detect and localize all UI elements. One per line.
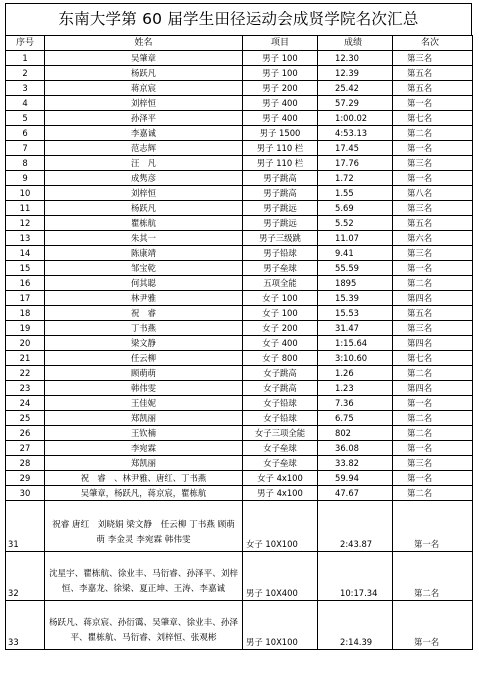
cell-result: 59.94	[318, 471, 393, 486]
cell-name: 祝睿 唐红 刘晓娟 梁文静 任云柳 丁书燕 顾萌萌 李金灵 李宛霖 韩伟雯	[45, 501, 243, 552]
cell-event: 男子跳远	[243, 216, 318, 231]
cell-event: 女子 4x100	[243, 471, 318, 486]
table-header-row	[6, 36, 473, 51]
table-row	[6, 381, 473, 396]
cell-result: 25.42	[318, 81, 393, 96]
cell-rank: 第二名	[393, 486, 473, 501]
cell-rank: 第五名	[393, 306, 473, 321]
cell-event: 男子 10X400	[243, 552, 318, 601]
cell-name: 成隽彦	[45, 171, 243, 186]
cell-rank: 第三名	[393, 201, 473, 216]
table-row	[6, 96, 473, 111]
cell-name: 郑凯丽	[45, 456, 243, 471]
cell-event: 男子 4x100	[243, 486, 318, 501]
cell-rank: 第二名	[393, 426, 473, 441]
cell-rank: 第一名	[393, 601, 473, 650]
cell-name: 郑凯丽	[45, 411, 243, 426]
cell-event: 男子 110 栏	[243, 141, 318, 156]
cell-result: 15.39	[318, 291, 393, 306]
cell-no: 1	[6, 51, 45, 66]
table-row	[6, 231, 473, 246]
cell-no: 26	[6, 426, 45, 441]
cell-no: 18	[6, 306, 45, 321]
cell-rank: 第三名	[393, 246, 473, 261]
cell-result: 12.30	[318, 51, 393, 66]
cell-result: 1895	[318, 276, 393, 291]
cell-name: 吴肇章，杨跃凡，蒋京宸，瞿栋航	[45, 486, 243, 501]
cell-no: 5	[6, 111, 45, 126]
cell-event: 男子 10X100	[243, 601, 318, 650]
table-row	[6, 351, 473, 366]
cell-event: 男子跳远	[243, 201, 318, 216]
cell-result: 57.29	[318, 96, 393, 111]
cell-event: 女子铅球	[243, 396, 318, 411]
cell-result: 36.08	[318, 441, 393, 456]
cell-rank: 第一名	[393, 96, 473, 111]
table-row	[6, 201, 473, 216]
table-row	[6, 426, 473, 441]
cell-name: 李嘉诚	[45, 126, 243, 141]
cell-result: 4:53.13	[318, 126, 393, 141]
cell-name: 丁书燕	[45, 321, 243, 336]
cell-result: 10:17.34	[318, 552, 393, 601]
cell-name: 汪 凡	[45, 156, 243, 171]
cell-result: 3:10.60	[318, 351, 393, 366]
cell-event: 男子跳高	[243, 171, 318, 186]
cell-event: 男子 100	[243, 51, 318, 66]
cell-no: 2	[6, 66, 45, 81]
cell-no: 14	[6, 246, 45, 261]
cell-result: 1.72	[318, 171, 393, 186]
table-row	[6, 456, 473, 471]
table-row	[6, 601, 473, 650]
cell-name: 王佳妮	[45, 396, 243, 411]
table-row	[6, 441, 473, 456]
header-rank: 名次	[393, 36, 473, 51]
cell-result: 31.47	[318, 321, 393, 336]
cell-no: 9	[6, 171, 45, 186]
cell-name: 祝 睿 、林尹雅、唐红、丁书燕	[45, 471, 243, 486]
cell-rank: 第一名	[393, 261, 473, 276]
cell-event: 五项全能	[243, 276, 318, 291]
cell-rank: 第四名	[393, 291, 473, 306]
table-row	[6, 306, 473, 321]
cell-no: 6	[6, 126, 45, 141]
cell-result: 802	[318, 426, 393, 441]
table-row	[6, 336, 473, 351]
cell-name: 刘梓恒	[45, 186, 243, 201]
table-row	[6, 261, 473, 276]
cell-no: 28	[6, 456, 45, 471]
cell-event: 男子三级跳	[243, 231, 318, 246]
cell-result: 11.07	[318, 231, 393, 246]
table-row	[6, 111, 473, 126]
cell-name: 李宛霖	[45, 441, 243, 456]
cell-event: 女子跳高	[243, 366, 318, 381]
cell-no: 20	[6, 336, 45, 351]
cell-event: 女子 800	[243, 351, 318, 366]
cell-no: 22	[6, 366, 45, 381]
cell-rank: 第四名	[393, 381, 473, 396]
cell-name: 林尹雅	[45, 291, 243, 306]
cell-rank: 第一名	[393, 171, 473, 186]
cell-no: 19	[6, 321, 45, 336]
cell-result: 9.41	[318, 246, 393, 261]
cell-result: 2:43.87	[318, 501, 393, 552]
cell-rank: 第三名	[393, 156, 473, 171]
cell-rank: 第七名	[393, 351, 473, 366]
cell-name: 梁文静	[45, 336, 243, 351]
cell-event: 男子跳高	[243, 186, 318, 201]
cell-result: 5.69	[318, 201, 393, 216]
cell-rank: 第七名	[393, 111, 473, 126]
cell-no: 3	[6, 81, 45, 96]
cell-event: 女子 100	[243, 291, 318, 306]
table-row	[6, 552, 473, 601]
table-row	[6, 141, 473, 156]
cell-event: 女子 100	[243, 306, 318, 321]
table-row	[6, 66, 473, 81]
cell-no: 32	[6, 552, 45, 601]
cell-name: 刘梓恒	[45, 96, 243, 111]
cell-event: 男子 200	[243, 81, 318, 96]
cell-result: 1.23	[318, 381, 393, 396]
table-row	[6, 366, 473, 381]
table-row	[6, 186, 473, 201]
cell-event: 女子三项全能	[243, 426, 318, 441]
page-title: 东南大学第 60 届学生田径运动会成贤学院名次汇总	[5, 3, 472, 35]
cell-result: 6.75	[318, 411, 393, 426]
cell-no: 8	[6, 156, 45, 171]
cell-name: 杨跃凡	[45, 201, 243, 216]
table-row	[6, 396, 473, 411]
cell-event: 女子垒球	[243, 456, 318, 471]
cell-event: 男子 1500	[243, 126, 318, 141]
cell-name: 顾萌萌	[45, 366, 243, 381]
header-event: 项目	[243, 36, 318, 51]
table-row	[6, 246, 473, 261]
cell-name: 任云柳	[45, 351, 243, 366]
cell-result: 33.82	[318, 456, 393, 471]
cell-result: 1:00.02	[318, 111, 393, 126]
cell-name: 吴肇章	[45, 51, 243, 66]
cell-rank: 第八名	[393, 186, 473, 201]
cell-rank: 第五名	[393, 81, 473, 96]
cell-result: 12.39	[318, 66, 393, 81]
cell-event: 女子铅球	[243, 411, 318, 426]
cell-name: 蒋京宸	[45, 81, 243, 96]
cell-rank: 第三名	[393, 321, 473, 336]
cell-no: 24	[6, 396, 45, 411]
cell-event: 女子 10X100	[243, 501, 318, 552]
cell-result: 1:15.64	[318, 336, 393, 351]
cell-result: 47.67	[318, 486, 393, 501]
cell-no: 21	[6, 351, 45, 366]
cell-no: 16	[6, 276, 45, 291]
table-row	[6, 51, 473, 66]
cell-no: 23	[6, 381, 45, 396]
cell-name: 杨跃凡	[45, 66, 243, 81]
cell-rank: 第三名	[393, 456, 473, 471]
cell-event: 男子 400	[243, 111, 318, 126]
cell-event: 男子 100	[243, 66, 318, 81]
cell-no: 27	[6, 441, 45, 456]
cell-rank: 第一名	[393, 396, 473, 411]
cell-event: 男子 110 栏	[243, 156, 318, 171]
cell-result: 2:14.39	[318, 601, 393, 650]
cell-rank: 第四名	[393, 336, 473, 351]
header-name: 姓名	[45, 36, 243, 51]
table-row	[6, 216, 473, 231]
table-row	[6, 81, 473, 96]
cell-no: 25	[6, 411, 45, 426]
cell-name: 韩伟雯	[45, 381, 243, 396]
cell-event: 男子铅球	[243, 246, 318, 261]
cell-rank: 第二名	[393, 552, 473, 601]
cell-no: 7	[6, 141, 45, 156]
cell-result: 1.55	[318, 186, 393, 201]
cell-result: 1.26	[318, 366, 393, 381]
cell-name: 沈星宇、瞿栋航、徐业丰、马衍睿、孙泽平、刘梓恒、李嘉龙、徐梁、夏正坤、王涛、李嘉诚	[45, 552, 243, 601]
cell-result: 55.59	[318, 261, 393, 276]
cell-no: 31	[6, 501, 45, 552]
cell-no: 33	[6, 601, 45, 650]
cell-result: 7.36	[318, 396, 393, 411]
cell-rank: 第二名	[393, 126, 473, 141]
results-sheet	[5, 3, 472, 650]
table-row	[6, 411, 473, 426]
cell-no: 30	[6, 486, 45, 501]
cell-result: 15.53	[318, 306, 393, 321]
cell-event: 女子垒球	[243, 441, 318, 456]
cell-name: 孙泽平	[45, 111, 243, 126]
cell-rank: 第二名	[393, 276, 473, 291]
cell-name: 瞿栋航	[45, 216, 243, 231]
table-row	[6, 321, 473, 336]
cell-no: 17	[6, 291, 45, 306]
cell-name: 何其聪	[45, 276, 243, 291]
cell-name: 杨跃凡、蒋京宸、孙衍霭、吴肇章、徐业丰、孙泽平、瞿栋航、马衍睿、刘梓恒、张观彬	[45, 601, 243, 650]
cell-rank: 第三名	[393, 51, 473, 66]
cell-name: 朱其一	[45, 231, 243, 246]
table-row	[6, 501, 473, 552]
table-row	[6, 291, 473, 306]
cell-event: 女子跳高	[243, 381, 318, 396]
cell-rank: 第六名	[393, 231, 473, 246]
cell-result: 17.45	[318, 141, 393, 156]
cell-rank: 第一名	[393, 441, 473, 456]
cell-name: 王钦楠	[45, 426, 243, 441]
table-row	[6, 486, 473, 501]
table-row	[6, 471, 473, 486]
cell-name: 祝 睿	[45, 306, 243, 321]
cell-no: 12	[6, 216, 45, 231]
cell-result: 5.52	[318, 216, 393, 231]
cell-rank: 第一名	[393, 471, 473, 486]
cell-rank: 第二名	[393, 366, 473, 381]
table-row	[6, 171, 473, 186]
cell-event: 男子 400	[243, 96, 318, 111]
cell-rank: 第五名	[393, 216, 473, 231]
cell-rank: 第一名	[393, 501, 473, 552]
table-row	[6, 156, 473, 171]
header-result: 成绩	[318, 36, 393, 51]
table-row	[6, 276, 473, 291]
cell-rank: 第一名	[393, 141, 473, 156]
cell-result: 17.76	[318, 156, 393, 171]
header-no: 序号	[6, 36, 45, 51]
cell-no: 10	[6, 186, 45, 201]
cell-no: 29	[6, 471, 45, 486]
cell-no: 4	[6, 96, 45, 111]
cell-no: 13	[6, 231, 45, 246]
cell-name: 陈康靖	[45, 246, 243, 261]
cell-rank: 第二名	[393, 411, 473, 426]
cell-event: 男子垒球	[243, 261, 318, 276]
cell-no: 11	[6, 201, 45, 216]
table-row	[6, 126, 473, 141]
cell-name: 范志辉	[45, 141, 243, 156]
cell-rank: 第五名	[393, 66, 473, 81]
results-table	[5, 35, 473, 650]
cell-name: 邹宝乾	[45, 261, 243, 276]
cell-no: 15	[6, 261, 45, 276]
cell-event: 女子 400	[243, 336, 318, 351]
cell-event: 女子 200	[243, 321, 318, 336]
